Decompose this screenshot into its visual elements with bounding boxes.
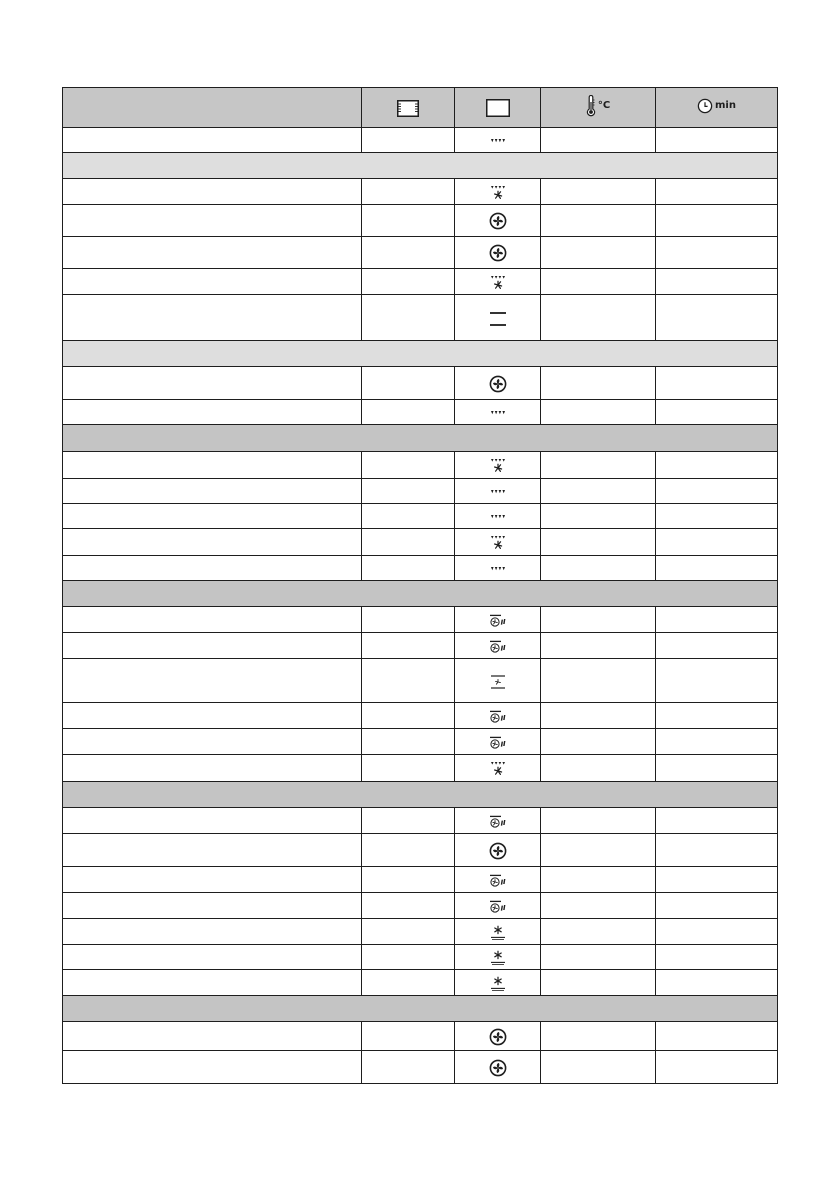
- mode-cell: [455, 400, 541, 425]
- temperature-cell: [541, 945, 656, 970]
- time-cell: [656, 633, 778, 659]
- time-cell: [656, 1022, 778, 1051]
- table-row: [63, 504, 778, 529]
- description-cell: [63, 633, 362, 659]
- temperature-cell: [541, 808, 656, 834]
- description-cell: [63, 607, 362, 633]
- table-row: [63, 269, 778, 295]
- category-cell: [63, 782, 778, 808]
- time-cell: [656, 269, 778, 295]
- table-row: [63, 179, 778, 205]
- shelf-cell: [362, 633, 455, 659]
- clock-icon: [697, 98, 713, 114]
- description-cell: [63, 1022, 362, 1051]
- time-cell: [656, 893, 778, 919]
- grill-fan-icon: [489, 640, 507, 654]
- temperature-cell: [541, 703, 656, 729]
- table-row: [63, 367, 778, 400]
- time-cell: [656, 808, 778, 834]
- shelf-cell: [362, 834, 455, 867]
- defrost-icon: [489, 976, 507, 992]
- time-cell: [656, 295, 778, 341]
- time-cell: [656, 128, 778, 153]
- header-mode: [455, 88, 541, 128]
- description-cell: [63, 556, 362, 581]
- description-cell: [63, 970, 362, 996]
- shelf-cell: [362, 400, 455, 425]
- time-cell: [656, 504, 778, 529]
- temperature-cell: [541, 607, 656, 633]
- cooking-table: [62, 87, 778, 1084]
- description-cell: [63, 893, 362, 919]
- mode-cell: [455, 729, 541, 755]
- shelf-cell: [362, 452, 455, 479]
- mode-cell: [455, 1051, 541, 1084]
- mode-cell: [455, 945, 541, 970]
- temperature-cell: [541, 237, 656, 269]
- shelf-cell: [362, 237, 455, 269]
- table-row: [63, 893, 778, 919]
- bottom-heat-fan-icon: [490, 761, 506, 777]
- category-row: [63, 153, 778, 179]
- category-row: [63, 425, 778, 452]
- shelf-cell: [362, 556, 455, 581]
- bottom-heat-icon: [490, 410, 506, 416]
- grill-fan-icon: [489, 710, 507, 724]
- description-cell: [63, 295, 362, 341]
- table-row: [63, 659, 778, 703]
- time-cell: [656, 729, 778, 755]
- temperature-cell: [541, 179, 656, 205]
- category-cell: [63, 996, 778, 1022]
- table-row: [63, 1051, 778, 1084]
- description-cell: [63, 504, 362, 529]
- table-row: [63, 703, 778, 729]
- shelf-cell: [362, 919, 455, 945]
- time-cell: [656, 703, 778, 729]
- table-row: [63, 633, 778, 659]
- bottom-heat-icon: [490, 138, 506, 144]
- bottom-heat-fan-icon: [490, 458, 506, 474]
- mode-cell: [455, 755, 541, 782]
- hot-air-fan-icon: [489, 1028, 507, 1046]
- description-cell: [63, 1051, 362, 1084]
- bottom-heat-fan-icon: [490, 275, 506, 291]
- time-cell: [656, 452, 778, 479]
- mode-cell: [455, 808, 541, 834]
- description-cell: [63, 452, 362, 479]
- mode-cell: [455, 893, 541, 919]
- shelf-cell: [362, 607, 455, 633]
- time-cell: [656, 556, 778, 581]
- shelf-cell: [362, 755, 455, 782]
- table-row: [63, 808, 778, 834]
- mode-cell: [455, 607, 541, 633]
- description-cell: [63, 367, 362, 400]
- category-cell: [63, 581, 778, 607]
- temperature-cell: [541, 893, 656, 919]
- mode-cell: [455, 919, 541, 945]
- temperature-cell: [541, 867, 656, 893]
- table-row: [63, 479, 778, 504]
- table-row: [63, 834, 778, 867]
- shelf-cell: [362, 504, 455, 529]
- category-cell: [63, 153, 778, 179]
- description-cell: [63, 400, 362, 425]
- time-cell: [656, 607, 778, 633]
- mode-cell: [455, 479, 541, 504]
- shelf-cell: [362, 205, 455, 237]
- table-row: [63, 529, 778, 556]
- hot-air-fan-icon: [489, 1059, 507, 1077]
- description-cell: [63, 237, 362, 269]
- mode-cell: [455, 556, 541, 581]
- temperature-cell: [541, 729, 656, 755]
- temperature-cell: [541, 479, 656, 504]
- category-cell: [63, 341, 778, 367]
- table-row: [63, 919, 778, 945]
- temperature-cell: [541, 128, 656, 153]
- table-row: [63, 295, 778, 341]
- header-temperature: [541, 88, 656, 128]
- shelf-cell: [362, 945, 455, 970]
- shelf-cell: [362, 179, 455, 205]
- description-cell: [63, 179, 362, 205]
- bottom-heat-icon: [490, 489, 506, 495]
- hot-air-fan-icon: [489, 375, 507, 393]
- description-cell: [63, 755, 362, 782]
- mode-cell: [455, 128, 541, 153]
- table-row: [63, 970, 778, 996]
- grill-fan-icon: [489, 874, 507, 888]
- shelf-cell: [362, 729, 455, 755]
- time-cell: [656, 945, 778, 970]
- defrost-icon: [489, 925, 507, 941]
- mode-cell: [455, 237, 541, 269]
- table-row: [63, 729, 778, 755]
- category-row: [63, 341, 778, 367]
- temperature-cell: [541, 452, 656, 479]
- temperature-cell: [541, 205, 656, 237]
- header-time: [656, 88, 778, 128]
- grill-fan-icon: [489, 736, 507, 750]
- grill-fan-icon: [489, 900, 507, 914]
- mode-cell: [455, 452, 541, 479]
- time-cell: [656, 919, 778, 945]
- description-cell: [63, 919, 362, 945]
- time-cell: [656, 205, 778, 237]
- time-cell: [656, 367, 778, 400]
- table-row: [63, 237, 778, 269]
- shelf-cell: [362, 367, 455, 400]
- top-bottom-fan-icon: [490, 674, 506, 690]
- shelf-cell: [362, 659, 455, 703]
- table-row: [63, 755, 778, 782]
- mode-cell: [455, 659, 541, 703]
- temperature-cell: [541, 1051, 656, 1084]
- temperature-cell: [541, 834, 656, 867]
- table-body: [63, 128, 778, 1084]
- mode-cell: [455, 504, 541, 529]
- description-cell: [63, 703, 362, 729]
- shelf-cell: [362, 808, 455, 834]
- time-cell: [656, 1051, 778, 1084]
- temperature-cell: [541, 367, 656, 400]
- mode-cell: [455, 529, 541, 556]
- mode-cell: [455, 1022, 541, 1051]
- time-cell: [656, 479, 778, 504]
- category-cell: [63, 425, 778, 452]
- time-unit: min: [715, 100, 736, 111]
- temperature-cell: [541, 1022, 656, 1051]
- bottom-heat-icon: [490, 514, 506, 520]
- time-cell: [656, 179, 778, 205]
- temperature-cell: [541, 400, 656, 425]
- shelf-cell: [362, 1051, 455, 1084]
- table-row: [63, 556, 778, 581]
- description-cell: [63, 128, 362, 153]
- temperature-cell: [541, 504, 656, 529]
- grill-fan-icon: [489, 815, 507, 829]
- table-row: [63, 607, 778, 633]
- table-row: [63, 452, 778, 479]
- description-cell: [63, 205, 362, 237]
- category-row: [63, 782, 778, 808]
- table-row: [63, 205, 778, 237]
- description-cell: [63, 834, 362, 867]
- mode-cell: [455, 834, 541, 867]
- table-row: [63, 128, 778, 153]
- description-cell: [63, 659, 362, 703]
- hot-air-fan-icon: [489, 842, 507, 860]
- bottom-heat-icon: [490, 566, 506, 572]
- grill-fan-icon: [489, 614, 507, 628]
- category-row: [63, 996, 778, 1022]
- oven-function-icon: [486, 99, 510, 117]
- shelf-cell: [362, 529, 455, 556]
- hot-air-fan-icon: [489, 244, 507, 262]
- description-cell: [63, 945, 362, 970]
- mode-cell: [455, 269, 541, 295]
- time-cell: [656, 400, 778, 425]
- temperature-cell: [541, 269, 656, 295]
- temperature-cell: [541, 970, 656, 996]
- mode-cell: [455, 179, 541, 205]
- mode-cell: [455, 633, 541, 659]
- time-cell: [656, 529, 778, 556]
- shelf-cell: [362, 128, 455, 153]
- time-cell: [656, 867, 778, 893]
- shelf-cell: [362, 269, 455, 295]
- shelf-cell: [362, 703, 455, 729]
- bottom-heat-fan-icon: [490, 535, 506, 551]
- shelf-cell: [362, 970, 455, 996]
- table-row: [63, 945, 778, 970]
- shelf-cell: [362, 479, 455, 504]
- bottom-heat-fan-icon: [490, 185, 506, 201]
- time-cell: [656, 237, 778, 269]
- mode-cell: [455, 367, 541, 400]
- description-cell: [63, 479, 362, 504]
- time-cell: [656, 970, 778, 996]
- mode-cell: [455, 970, 541, 996]
- temperature-cell: [541, 295, 656, 341]
- shelf-cell: [362, 893, 455, 919]
- temperature-cell: [541, 919, 656, 945]
- description-cell: [63, 867, 362, 893]
- description-cell: [63, 808, 362, 834]
- temperature-cell: [541, 659, 656, 703]
- shelf-cell: [362, 1022, 455, 1051]
- time-cell: [656, 755, 778, 782]
- mode-cell: [455, 867, 541, 893]
- header-shelf: [362, 88, 455, 128]
- time-cell: [656, 834, 778, 867]
- shelf-cell: [362, 867, 455, 893]
- mode-cell: [455, 703, 541, 729]
- table-header-row: [63, 88, 778, 128]
- mode-cell: [455, 295, 541, 341]
- description-cell: [63, 529, 362, 556]
- top-bottom-heat-icon: [489, 311, 507, 327]
- temperature-cell: [541, 755, 656, 782]
- defrost-icon: [489, 950, 507, 966]
- header-description: [63, 88, 362, 128]
- shelf-position-icon: [397, 100, 419, 117]
- shelf-cell: [362, 295, 455, 341]
- temperature-cell: [541, 529, 656, 556]
- temperature-cell: [541, 633, 656, 659]
- category-row: [63, 581, 778, 607]
- temperature-cell: [541, 556, 656, 581]
- time-cell: [656, 659, 778, 703]
- table-row: [63, 400, 778, 425]
- mode-cell: [455, 205, 541, 237]
- table-row: [63, 867, 778, 893]
- table-row: [63, 1022, 778, 1051]
- thermometer-icon: [586, 95, 596, 117]
- hot-air-fan-icon: [489, 212, 507, 230]
- temperature-unit: °C: [597, 100, 611, 111]
- description-cell: [63, 729, 362, 755]
- description-cell: [63, 269, 362, 295]
